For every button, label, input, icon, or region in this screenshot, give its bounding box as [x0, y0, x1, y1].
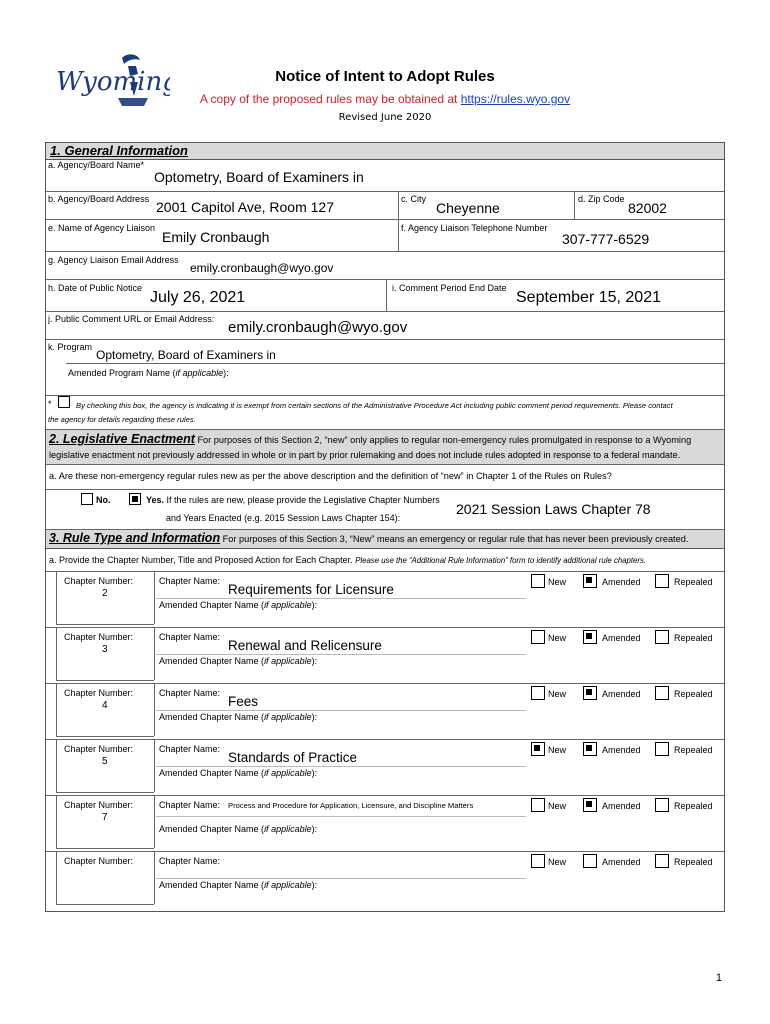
amended-program-label: Amended Program Name (if applicable): [68, 368, 229, 378]
phone-label: f. Agency Liaison Telephone Number [401, 223, 548, 233]
chapter-row [46, 628, 724, 684]
notice-date-label: h. Date of Public Notice [48, 283, 143, 293]
city-label: c. City [401, 194, 427, 204]
amended-checkbox[interactable] [583, 686, 597, 700]
chapter-name-field[interactable]: Requirements for Licensure [228, 582, 394, 597]
chapter-name-label: Chapter Name: [159, 744, 221, 754]
repealed-checkbox[interactable] [655, 742, 669, 756]
repealed-checkbox[interactable] [655, 798, 669, 812]
amended-label: Amended [602, 689, 641, 699]
new-label: New [548, 689, 567, 699]
repealed-label: Repealed [674, 745, 713, 755]
amended-label: Amended [602, 745, 641, 755]
chapter-name-field[interactable]: Process and Procedure for Application, Licensure, and Discipline Matters [228, 801, 474, 810]
exempt-text-1: By checking this box, the agency is indicating it is exempt from certain sections of the Administrative Procedure Act including public comment period requirements. Please contact [76, 401, 673, 410]
chapter-number-value[interactable]: 2 [102, 588, 108, 599]
chapter-name-label: Chapter Name: [159, 576, 221, 586]
agency-field[interactable]: Optometry, Board of Examiners in [154, 169, 364, 185]
section2-intro-1: For purposes of this Section 2, “new” only applies to regular non-emergency rules promulgated in response to a Wyoming [194, 435, 692, 445]
no-checkbox[interactable] [81, 493, 93, 505]
chapter-number-value[interactable]: 4 [102, 700, 108, 711]
chapter-number-label: Chapter Number: [64, 856, 134, 866]
section1-heading: 1. General Information [50, 143, 188, 158]
new-checkbox[interactable] [531, 686, 545, 700]
chapter-name-field[interactable]: Fees [228, 694, 259, 709]
page-title: Notice of Intent to Adopt Rules [275, 68, 495, 85]
chapter-row [46, 740, 724, 796]
svg-text:Wyoming: Wyoming [56, 67, 170, 97]
repealed-checkbox[interactable] [655, 630, 669, 644]
new-checkbox[interactable] [531, 630, 545, 644]
section2-heading: 2. Legislative Enactment [49, 432, 195, 446]
liaison-field[interactable]: Emily Cronbaugh [162, 229, 270, 245]
section1-header [46, 143, 724, 160]
yes-checkbox[interactable] [129, 493, 141, 505]
email-field[interactable]: emily.cronbaugh@wyo.gov [190, 261, 334, 275]
new-label: New [548, 633, 567, 643]
phone-field[interactable]: 307-777-6529 [562, 231, 650, 247]
notice-date-field[interactable]: July 26, 2021 [150, 289, 246, 306]
chapter-name-label: Chapter Name: [159, 632, 221, 642]
session-laws-field[interactable]: 2021 Session Laws Chapter 78 [456, 501, 651, 517]
comment-url-field[interactable]: emily.cronbaugh@wyo.gov [228, 319, 408, 336]
chapter-number-label: Chapter Number: [64, 688, 134, 698]
chapter-row [46, 572, 724, 628]
no-label: No. [96, 495, 111, 505]
chapter-row [46, 796, 724, 852]
section3-intro: For purposes of this Section 3, “New” means an emergency or regular rule that has never been previously created. [220, 534, 689, 544]
repealed-label: Repealed [674, 857, 713, 867]
notice-form [45, 142, 725, 912]
revised-date: Revised June 2020 [338, 112, 432, 123]
agency-label: a. Agency/Board Name* [48, 160, 145, 170]
amended-checkbox[interactable] [583, 574, 597, 588]
amended-label: Amended [602, 801, 641, 811]
page-number: 1 [715, 972, 722, 984]
amended-checkbox[interactable] [583, 854, 597, 868]
amended-chapter-name-label: Amended Chapter Name (if applicable): [159, 768, 318, 778]
repealed-label: Repealed [674, 801, 713, 811]
email-label: g. Agency Liaison Email Address [48, 255, 179, 265]
address-field[interactable]: 2001 Capitol Ave, Room 127 [156, 199, 334, 215]
amended-chapter-name-label: Amended Chapter Name (if applicable): [159, 824, 318, 834]
amended-checkbox[interactable] [583, 798, 597, 812]
new-checkbox[interactable] [531, 854, 545, 868]
chapter-number-label: Chapter Number: [64, 800, 134, 810]
program-field[interactable]: Optometry, Board of Examiners in [96, 348, 276, 362]
amended-chapter-name-label: Amended Chapter Name (if applicable): [159, 880, 318, 890]
amended-checkbox[interactable] [583, 742, 597, 756]
subtitle [0, 92, 770, 106]
chapter-name-label: Chapter Name: [159, 856, 221, 866]
chapter-number-label: Chapter Number: [64, 632, 134, 642]
amended-chapter-name-label: Amended Chapter Name (if applicable): [159, 656, 318, 666]
amended-chapter-name-label: Amended Chapter Name (if applicable): [159, 712, 318, 722]
new-label: New [548, 857, 567, 867]
chapter-row [46, 684, 724, 740]
liaison-label: e. Name of Agency Liaison [48, 223, 156, 233]
exempt-text-2: the agency for details regarding these rules. [48, 415, 196, 424]
exempt-star: * [48, 399, 52, 409]
yes-text-2: and Years Enacted (e.g. 2015 Session Laws Chapter 154): [166, 513, 401, 523]
city-field[interactable]: Cheyenne [436, 200, 500, 216]
chapter-number-value[interactable]: 3 [102, 644, 108, 655]
amended-label: Amended [602, 633, 641, 643]
subtitle-text: A copy of the proposed rules may be obtained at [199, 92, 461, 106]
yes-text-1: Yes. If the rules are new, please provide the Legislative Chapter Numbers [146, 495, 440, 505]
chapter-number-label: Chapter Number: [64, 744, 134, 754]
exempt-checkbox[interactable] [58, 396, 70, 408]
new-label: New [548, 745, 567, 755]
new-checkbox[interactable] [531, 798, 545, 812]
chapter-name-field[interactable]: Renewal and Relicensure [228, 638, 382, 653]
new-checkbox[interactable] [531, 574, 545, 588]
comment-end-label: i. Comment Period End Date [392, 283, 507, 293]
program-label: k. Program [48, 342, 93, 352]
repealed-checkbox[interactable] [655, 686, 669, 700]
repealed-checkbox[interactable] [655, 854, 669, 868]
zip-field[interactable]: 82002 [628, 200, 667, 216]
rules-link[interactable]: https://rules.wyo.gov [460, 92, 571, 106]
section2-header [46, 430, 724, 465]
chapter-number-label: Chapter Number: [64, 576, 134, 586]
section3-header [46, 529, 724, 549]
repealed-label: Repealed [674, 689, 713, 699]
amended-label: Amended [602, 577, 641, 587]
comment-end-field[interactable]: September 15, 2021 [516, 289, 661, 306]
amended-checkbox[interactable] [583, 630, 597, 644]
chapter-number-value[interactable]: 5 [102, 756, 108, 767]
chapter-row [46, 852, 724, 908]
repealed-label: Repealed [674, 577, 713, 587]
new-label: New [548, 801, 567, 811]
comment-url-label: j. Public Comment URL or Email Address: [48, 314, 215, 324]
section2-intro-2: legislative enactment not previously addressed in whole or in part by prior rulemaking and does not include rules adopted in response to a federal mandate. [49, 450, 681, 460]
address-label: b. Agency/Board Address [48, 194, 150, 204]
chapter-number-value[interactable]: 7 [102, 812, 108, 823]
section3-heading: 3. Rule Type and Information [49, 531, 221, 545]
amended-chapter-name-label: Amended Chapter Name (if applicable): [159, 600, 318, 610]
section2-question: a. Are these non-emergency regular rules new as per the above description and the definition of “new” in Chapter 1 of the Rules on Rules? [49, 471, 612, 481]
chapter-name-label: Chapter Name: [159, 688, 221, 698]
section3-question: a. Provide the Chapter Number, Title and Proposed Action for Each Chapter. Please use the “Additional Rule Information” form to identify additional rule chapters. [49, 555, 647, 565]
new-label: New [548, 577, 567, 587]
repealed-label: Repealed [674, 633, 713, 643]
new-checkbox[interactable] [531, 742, 545, 756]
chapter-name-field[interactable]: Standards of Practice [228, 750, 358, 765]
chapter-name-label: Chapter Name: [159, 800, 221, 810]
amended-label: Amended [602, 857, 641, 867]
zip-label: d. Zip Code [578, 194, 625, 204]
repealed-checkbox[interactable] [655, 574, 669, 588]
